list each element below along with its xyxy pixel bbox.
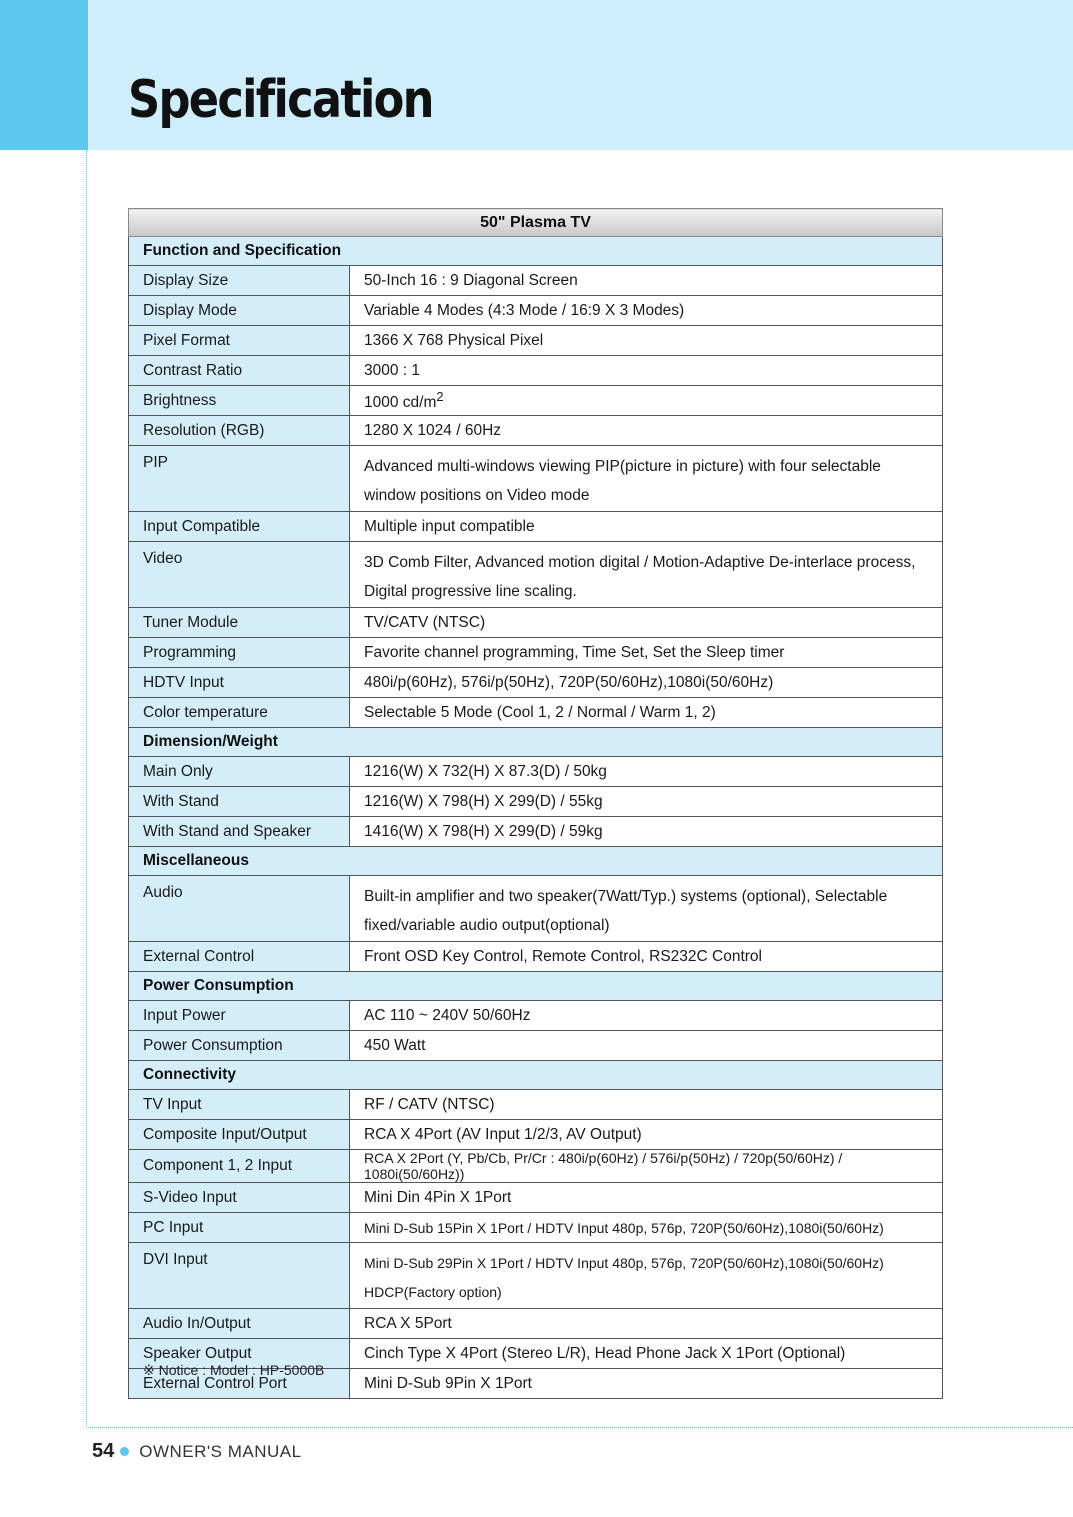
section-title: Power Consumption [129, 972, 943, 1001]
spec-label: Main Only [129, 757, 350, 787]
spec-value-text: RCA X 4Port (AV Input 1/2/3, AV Output) [364, 1125, 642, 1143]
table-row [129, 1213, 943, 1243]
table-row [129, 1001, 943, 1031]
spec-label: Component 1, 2 Input [129, 1150, 350, 1183]
table-row [129, 876, 943, 942]
spec-value-text: Selectable 5 Mode (Cool 1, 2 / Normal / Warm 1, 2) [364, 703, 716, 721]
spec-label: With Stand [129, 787, 350, 817]
section-header-row [129, 237, 943, 266]
spec-label: Brightness [129, 386, 350, 416]
table-row [129, 668, 943, 698]
spec-value-text: TV/CATV (NTSC) [364, 613, 486, 631]
spec-value-text: 480i/p(60Hz), 576i/p(50Hz), 720P(50/60Hz),1080i(50/60Hz) [364, 673, 774, 691]
spec-value [350, 608, 943, 638]
spec-value [350, 1213, 943, 1243]
section-title: Function and Specification [129, 237, 943, 266]
spec-label: Pixel Format [129, 326, 350, 356]
spec-value-text: Cinch Type X 4Port (Stereo L/R), Head Phone Jack X 1Port (Optional) [364, 1344, 846, 1362]
margin-divider-horizontal [86, 1427, 1073, 1428]
spec-label: PIP [129, 446, 350, 512]
spec-label: External Control Port [129, 1369, 350, 1399]
spec-value-text: 3D Comb Filter, Advanced motion digital / Motion-Adaptive De-interlace process, Digital progressive line scaling. [364, 554, 916, 600]
spec-value [350, 1001, 943, 1031]
spec-value-text: 1280 X 1024 / 60Hz [364, 421, 502, 439]
spec-label: Composite Input/Output [129, 1120, 350, 1150]
table-row [129, 512, 943, 542]
spec-value [350, 356, 943, 386]
spec-value [350, 1309, 943, 1339]
table-row [129, 1243, 943, 1309]
spec-label: S-Video Input [129, 1183, 350, 1213]
spec-label: HDTV Input [129, 668, 350, 698]
spec-label: Color temperature [129, 698, 350, 728]
spec-value [350, 1150, 943, 1183]
table-row [129, 1120, 943, 1150]
table-row [129, 817, 943, 847]
spec-value-text: Built-in amplifier and two speaker(7Watt/Typ.) systems (optional), Selectable fixed/variable audio output(optional) [364, 888, 888, 934]
table-title: 50" Plasma TV [129, 209, 943, 237]
notice: ※ Notice : Model : HP-5000B [143, 1362, 325, 1378]
table-row [129, 1309, 943, 1339]
table-row [129, 326, 943, 356]
spec-table [128, 208, 943, 1399]
table-row [129, 296, 943, 326]
spec-value [350, 876, 943, 942]
spec-value [350, 1243, 943, 1309]
spec-value-text: Mini Din 4Pin X 1Port [364, 1188, 512, 1206]
spec-value-text: 1216(W) X 798(H) X 299(D) / 55kg [364, 792, 603, 810]
spec-value [350, 1090, 943, 1120]
spec-value-text: 1216(W) X 732(H) X 87.3(D) / 50kg [364, 762, 607, 780]
spec-value-text: Mini D-Sub 29Pin X 1Port / HDTV Input 480p, 576p, 720P(50/60Hz),1080i(50/60Hz) HDCP(Factory option) [364, 1255, 884, 1300]
spec-label: Tuner Module [129, 608, 350, 638]
spec-value [350, 416, 943, 446]
spec-value-text: Advanced multi-windows viewing PIP(picture in picture) with four selectable window positions on Video mode [364, 458, 881, 504]
section-header-row [129, 1061, 943, 1090]
table-row [129, 608, 943, 638]
table-row [129, 787, 943, 817]
bullet-dot-icon [120, 1447, 129, 1456]
section-title: Connectivity [129, 1061, 943, 1090]
spec-label: With Stand and Speaker [129, 817, 350, 847]
spec-label: Resolution (RGB) [129, 416, 350, 446]
spec-label: Speaker Output [129, 1339, 350, 1369]
spec-label: TV Input [129, 1090, 350, 1120]
spec-value [350, 638, 943, 668]
spec-label: DVI Input [129, 1243, 350, 1309]
spec-value-text: RF / CATV (NTSC) [364, 1095, 495, 1113]
section-header-row [129, 847, 943, 876]
spec-value-text: 1416(W) X 798(H) X 299(D) / 59kg [364, 822, 603, 840]
spec-label: Audio [129, 876, 350, 942]
spec-value [350, 1339, 943, 1369]
spec-value [350, 542, 943, 608]
spec-value [350, 326, 943, 356]
spec-value-text: 1000 cd/m [364, 394, 437, 412]
header-accent-tab [0, 0, 88, 150]
spec-value-text: Multiple input compatible [364, 517, 535, 535]
spec-value-text: AC 110 ~ 240V 50/60Hz [364, 1006, 531, 1024]
table-row [129, 1150, 943, 1183]
table-row [129, 698, 943, 728]
spec-label: Input Compatible [129, 512, 350, 542]
spec-label: Video [129, 542, 350, 608]
footer [92, 1440, 302, 1463]
spec-value-text: RCA X 5Port [364, 1314, 452, 1332]
spec-value [350, 296, 943, 326]
page-title: Specification [128, 70, 433, 130]
table-row [129, 386, 943, 416]
table-row [129, 757, 943, 787]
section-header-row [129, 972, 943, 1001]
spec-value-text: 3000 : 1 [364, 361, 421, 379]
spec-value [350, 787, 943, 817]
spec-value [350, 942, 943, 972]
section-title: Dimension/Weight [129, 728, 943, 757]
spec-value [350, 266, 943, 296]
spec-value-text: Mini D-Sub 9Pin X 1Port [364, 1374, 532, 1392]
section-title: Miscellaneous [129, 847, 943, 876]
spec-value [350, 698, 943, 728]
table-row [129, 266, 943, 296]
manual-label: OWNER'S MANUAL [139, 1441, 302, 1461]
spec-value-text: RCA X 2Port (Y, Pb/Cb, Pr/Cr : 480i/p(60Hz) / 576i/p(50Hz) / 720p(50/60Hz) / 1080i(50/60Hz)) [364, 1150, 843, 1182]
spec-value-text: 1366 X 768 Physical Pixel [364, 331, 544, 349]
superscript: 2 [436, 388, 444, 404]
table-row [129, 1090, 943, 1120]
table-row [129, 416, 943, 446]
table-row [129, 356, 943, 386]
table-row [129, 942, 943, 972]
spec-label: External Control [129, 942, 350, 972]
spec-value-text: 50-Inch 16 : 9 Diagonal Screen [364, 271, 578, 289]
spec-label: PC Input [129, 1213, 350, 1243]
spec-value [350, 817, 943, 847]
spec-value [350, 668, 943, 698]
spec-value-text: 450 Watt [364, 1036, 426, 1054]
spec-value [350, 386, 943, 416]
spec-value-text: Favorite channel programming, Time Set, Set the Sleep timer [364, 643, 785, 661]
table-row [129, 1183, 943, 1213]
spec-value-text: Front OSD Key Control, Remote Control, RS232C Control [364, 947, 762, 965]
spec-value [350, 1120, 943, 1150]
margin-divider-vertical [86, 150, 87, 1428]
spec-label: Contrast Ratio [129, 356, 350, 386]
spec-label: Audio In/Output [129, 1309, 350, 1339]
table-row [129, 638, 943, 668]
spec-label: Input Power [129, 1001, 350, 1031]
table-row [129, 1031, 943, 1061]
spec-value-text: Mini D-Sub 15Pin X 1Port / HDTV Input 480p, 576p, 720P(50/60Hz),1080i(50/60Hz) [364, 1219, 884, 1236]
spec-label: Display Size [129, 266, 350, 296]
spec-value [350, 1031, 943, 1061]
spec-label: Power Consumption [129, 1031, 350, 1061]
spec-value [350, 1369, 943, 1399]
table-row [129, 446, 943, 512]
table-title-row [129, 209, 943, 237]
spec-value [350, 1183, 943, 1213]
spec-value [350, 446, 943, 512]
spec-value [350, 757, 943, 787]
spec-value-text: Variable 4 Modes (4:3 Mode / 16:9 X 3 Modes) [364, 301, 685, 319]
page-number: 54 [92, 1440, 115, 1462]
section-header-row [129, 728, 943, 757]
table-row [129, 542, 943, 608]
spec-label: Programming [129, 638, 350, 668]
spec-label: Display Mode [129, 296, 350, 326]
spec-value [350, 512, 943, 542]
